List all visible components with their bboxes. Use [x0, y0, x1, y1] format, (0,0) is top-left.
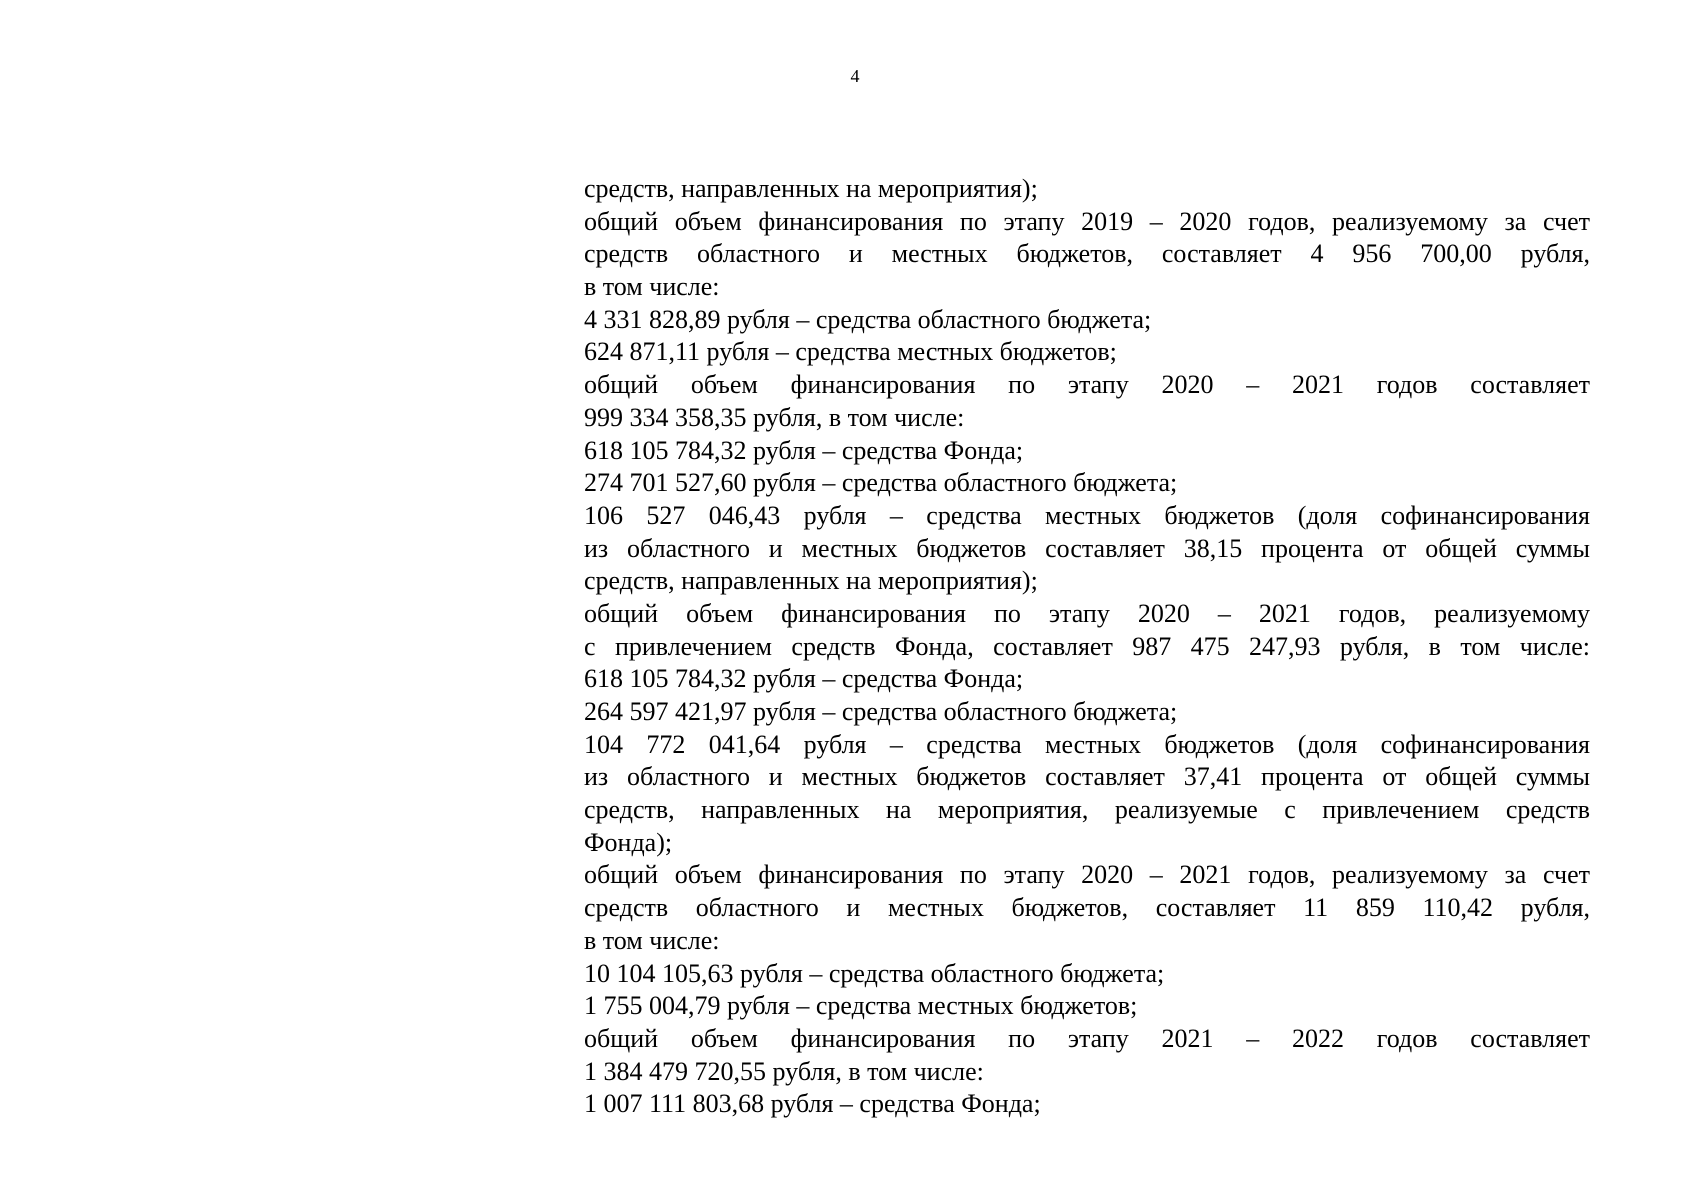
text-line: средств областного и местных бюджетов, составляет 4 956 700,00 рубля,: [584, 239, 1590, 269]
text-line: 624 871,11 рубля – средства местных бюджетов;: [584, 337, 1117, 367]
text-line: 1 384 479 720,55 рубля, в том числе:: [584, 1056, 984, 1086]
text-line: 104 772 041,64 рубля – средства местных бюджетов (доля софинансирования: [584, 729, 1590, 759]
text-line: общий объем финансирования по этапу 2021 – 2022 годов составляет: [584, 1023, 1590, 1053]
text-line: средств, направленных на мероприятия);: [584, 566, 1038, 596]
document-body: [584, 173, 1590, 1121]
text-line: общий объем финансирования по этапу 2020 – 2021 годов составляет: [584, 370, 1590, 400]
text-line: общий объем финансирования по этапу 2020 – 2021 годов, реализуемому за счет: [584, 860, 1590, 890]
text-line: в том числе:: [584, 272, 720, 302]
text-line: общий объем финансирования по этапу 2020 – 2021 годов, реализуемому: [584, 598, 1590, 628]
text-line: из областного и местных бюджетов составляет 37,41 процента от общей суммы: [584, 762, 1590, 792]
text-line: 999 334 358,35 рубля, в том числе:: [584, 402, 965, 432]
text-line: в том числе:: [584, 925, 720, 955]
text-line: 4 331 828,89 рубля – средства областного бюджета;: [584, 304, 1152, 334]
text-line: средств, направленных на мероприятия, реализуемые с привлечением средств: [584, 795, 1590, 825]
text-line: 274 701 527,60 рубля – средства областного бюджета;: [584, 468, 1178, 498]
text-line: 106 527 046,43 рубля – средства местных бюджетов (доля софинансирования: [584, 500, 1590, 530]
text-line: 264 597 421,97 рубля – средства областного бюджета;: [584, 697, 1178, 726]
text-line: 618 105 784,32 рубля – средства Фонда;: [584, 435, 1024, 465]
text-line: общий объем финансирования по этапу 2019 – 2020 годов, реализуемому за счет: [584, 206, 1590, 236]
page-number: 4: [850, 66, 860, 86]
text-line: 618 105 784,32 рубля – средства Фонда;: [584, 664, 1024, 694]
text-line: из областного и местных бюджетов составляет 38,15 процента от общей суммы: [584, 533, 1590, 563]
text-line: 1 755 004,79 рубля – средства местных бюджетов;: [584, 991, 1138, 1021]
text-line: Фонда);: [584, 827, 673, 857]
text-line: с привлечением средств Фонда, составляет 987 475 247,93 рубля, в том числе:: [584, 631, 1590, 661]
text-line: 1 007 111 803,68 рубля – средства Фонда;: [584, 1089, 1041, 1119]
text-line: средств, направленных на мероприятия);: [584, 174, 1038, 203]
text-line: 10 104 105,63 рубля – средства областного бюджета;: [584, 958, 1165, 988]
text-line: средств областного и местных бюджетов, составляет 11 859 110,42 рубля,: [584, 893, 1590, 923]
